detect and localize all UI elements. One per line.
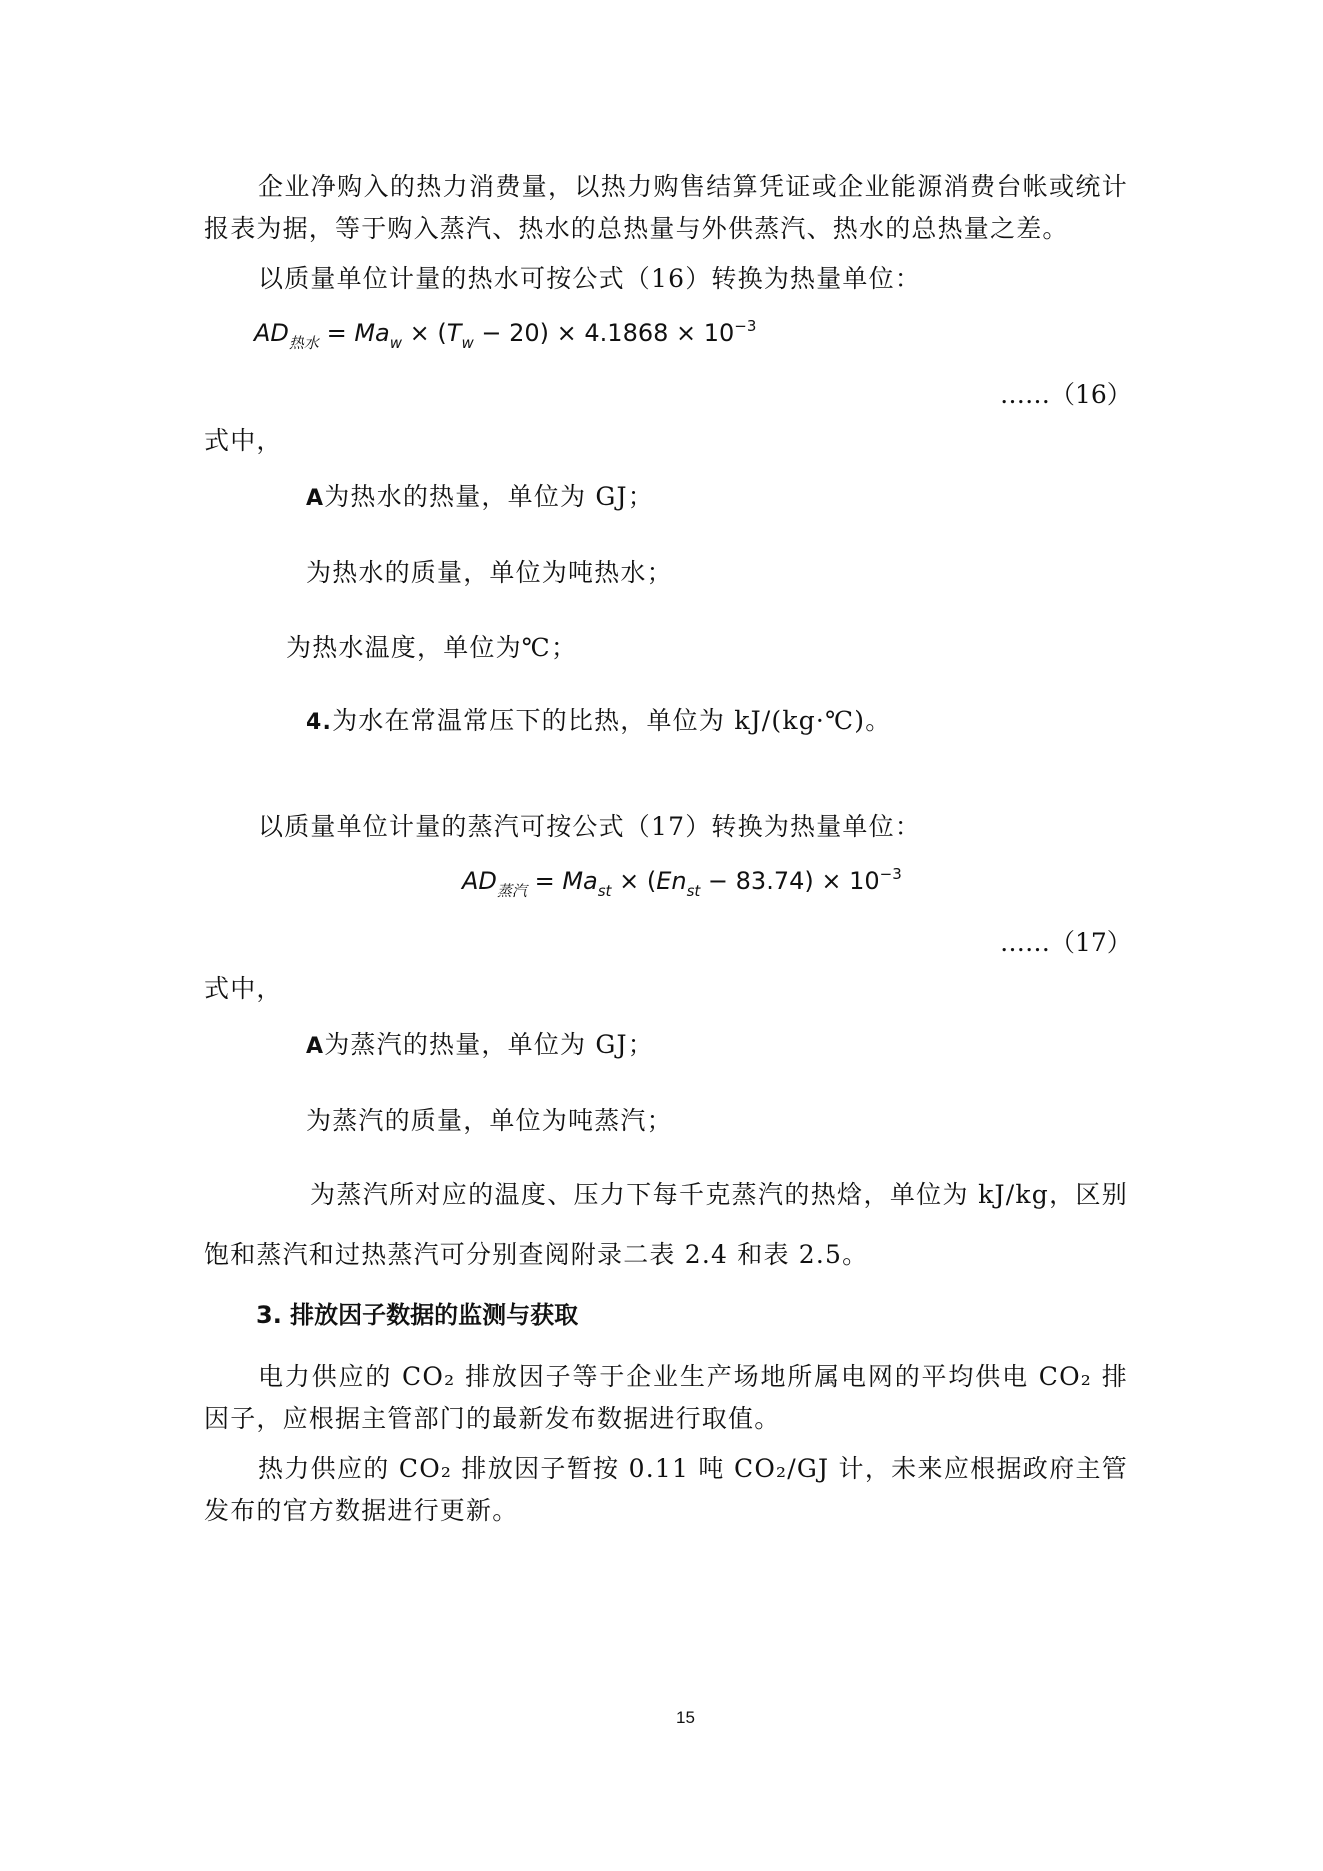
formula-symbol: T xyxy=(446,319,462,347)
formula-subscript: st xyxy=(597,882,612,900)
formula-subscript: st xyxy=(686,882,701,900)
formula-term: 10 xyxy=(849,867,880,895)
paragraph-line: 报表为据，等于购入蒸汽、热水的总热量与外供蒸汽、热水的总热量之差。 xyxy=(204,214,1069,243)
paragraph-line: 热力供应的 CO₂ 排放因子暂按 0.11 吨 CO₂/GJ 计，未来应根据政府主管 xyxy=(258,1454,1128,1483)
paragraph-line: 发布的官方数据进行更新。 xyxy=(204,1496,519,1525)
garbled-symbol-fragment: A xyxy=(306,486,325,511)
paragraph-line: 因子，应根据主管部门的最新发布数据进行取值。 xyxy=(204,1404,781,1433)
definition-line: A为蒸汽的热量，单位为 GJ； xyxy=(306,1030,654,1059)
formula-term: 10 xyxy=(703,319,735,347)
where-label: 式中， xyxy=(204,426,283,455)
formula-subscript: 蒸汽 xyxy=(496,882,527,900)
paragraph-line: 电力供应的 CO₂ 排放因子等于企业生产场地所属电网的平均供电 CO₂ 排 xyxy=(258,1362,1128,1391)
formula-subscript: 热水 xyxy=(288,334,319,352)
formula-symbol: Ma xyxy=(562,867,598,895)
equation-number-17: ……（17） xyxy=(1000,928,1132,957)
formula-term: × 4.1868 × xyxy=(556,319,697,347)
paragraph-line: 企业净购入的热力消费量，以热力购售结算凭证或企业能源消费台帐或统计 xyxy=(258,172,1128,201)
formula-17 xyxy=(462,864,902,901)
definition-line: 为蒸汽的质量，单位为吨蒸汽； xyxy=(306,1106,673,1135)
formula-16 xyxy=(254,316,756,353)
formula-exponent: −3 xyxy=(734,317,757,335)
definition-line: 4.为水在常温常压下的比热，单位为 kJ/(kg·℃)。 xyxy=(306,706,892,735)
definition-line: 为热水的质量，单位为吨热水； xyxy=(306,558,673,587)
garbled-symbol-fragment: 4. xyxy=(306,710,333,735)
equation-number-16: ……（16） xyxy=(1000,380,1132,409)
definition-line: 为蒸汽所对应的温度、压力下每千克蒸汽的热焓，单位为 kJ/kg，区别 xyxy=(310,1180,1128,1209)
formula-symbol: AD xyxy=(254,319,289,347)
definition-line: 为热水温度，单位为℃； xyxy=(286,633,578,662)
formula-term: − 20) xyxy=(481,319,550,347)
formula-exponent: −3 xyxy=(879,865,902,883)
formula-operator: = xyxy=(326,319,347,347)
garbled-symbol-fragment: A xyxy=(306,1034,325,1059)
formula-operator: ( xyxy=(646,867,657,895)
formula-operator: × xyxy=(619,867,640,895)
definition-line: A为热水的热量，单位为 GJ； xyxy=(306,482,654,511)
formula-symbol: En xyxy=(656,867,687,895)
formula-operator: = xyxy=(534,867,555,895)
section-heading: 3. 排放因子数据的监测与获取 xyxy=(256,1301,579,1329)
formula-subscript: w xyxy=(389,334,403,352)
formula-symbol: AD xyxy=(462,867,497,895)
definition-line: 饱和蒸汽和过热蒸汽可分别查阅附录二表 2.4 和表 2.5。 xyxy=(204,1240,869,1269)
formula-intro: 以质量单位计量的蒸汽可按公式（17）转换为热量单位： xyxy=(258,812,922,841)
page-number: 15 xyxy=(676,1708,695,1727)
where-label: 式中， xyxy=(204,974,283,1003)
formula-operator: × xyxy=(409,319,430,347)
formula-symbol: Ma xyxy=(354,319,390,347)
formula-operator: ( xyxy=(437,319,447,347)
formula-term: − 83.74) × xyxy=(707,867,842,895)
formula-subscript: w xyxy=(461,334,474,352)
formula-intro: 以质量单位计量的热水可按公式（16）转换为热量单位： xyxy=(258,264,922,293)
